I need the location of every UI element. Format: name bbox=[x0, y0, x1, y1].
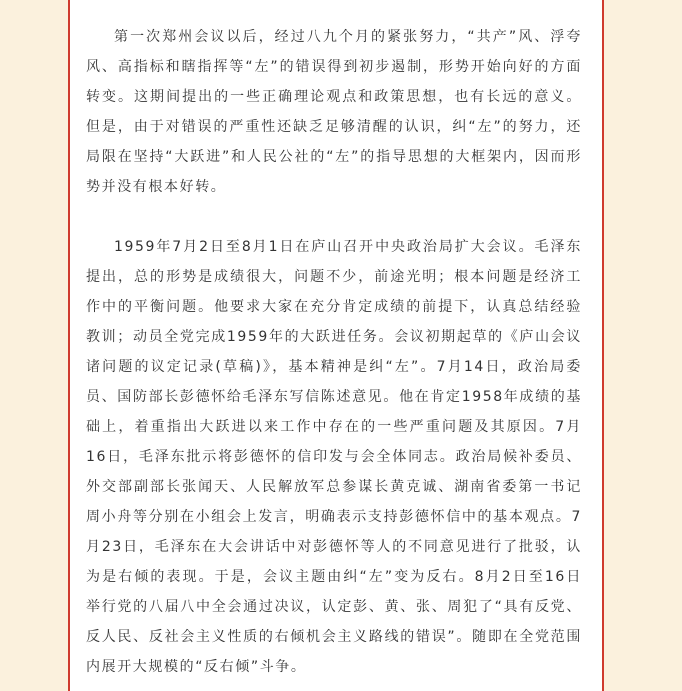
article-body bbox=[86, 22, 582, 682]
paragraph-lushan-meeting: 1959年7月2日至8月1日在庐山召开中央政治局扩大会议。毛泽东提出，总的形势是成绩很大，问题不少，前途光明；根本问题是经济工作中的平衡问题。他要求大家在充分肯定成绩的前提下，认真总结经验教训；动员全党完成1959年的大跃进任务。会议初期起草的《庐山会议诸问题的议定记录(草稿)》，基本精神是纠“左”。7月14日，政治局委员、国防部长彭德怀给毛泽东写信陈述意见。他在肯定1958年成绩的基础上，着重指出大跃进以来工作中存在的一些严重问题及其原因。7月16日，毛泽东批示将彭德怀的信印发与会全体同志。政治局候补委员、外交部副部长张闻天、人民解放军总参谋长黄克诚、湖南省委第一书记周小舟等分别在小组会上发言，明确表示支持彭德怀信中的基本观点。7月23日，毛泽东在大会讲话中对彭德怀等人的不同意见进行了批驳，认为是右倾的表现。于是，会议主题由纠“左”变为反右。8月2日至16日举行党的八届八中全会通过决议，认定彭、黄、张、周犯了“具有反党、反人民、反社会主义性质的右倾机会主义路线的错误”。随即在全党范围内展开大规模的“反右倾”斗争。 bbox=[86, 239, 582, 675]
paragraph-zhengzhou-meeting: 第一次郑州会议以后，经过八九个月的紧张努力，“共产”风、浮夸风、高指标和瞎指挥等“左”的错误得到初步遏制，形势开始向好的方面转变。这期间提出的一些正确理论观点和政策思想，也有长远的意义。但是，由于对错误的严重性还缺乏足够清醒的认识，纠“左”的努力，还局限在坚持“大跃进”和人民公社的“左”的指导思想的大框架内，因而形势并没有根本好转。 bbox=[86, 29, 582, 195]
